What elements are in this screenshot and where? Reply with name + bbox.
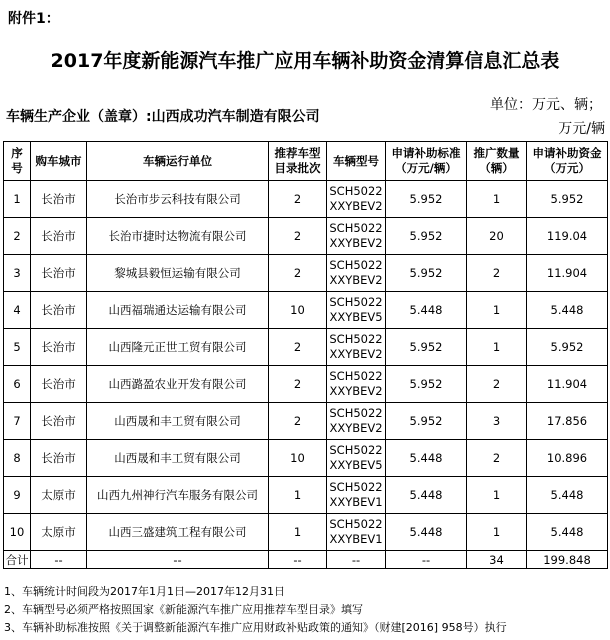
- cell-operator: 山西晟和丰工贸有限公司: [87, 403, 269, 440]
- table-row: [4, 477, 608, 514]
- cell-amount: 11.904: [527, 366, 608, 403]
- header-amount: 申请补助资金 （万元）: [527, 142, 608, 181]
- cell-batch: 1: [269, 514, 327, 551]
- total-cell-operator: --: [87, 551, 269, 569]
- table-row: [4, 181, 608, 218]
- cell-city: 长治市: [31, 218, 87, 255]
- cell-city: 太原市: [31, 514, 87, 551]
- cell-standard: 5.448: [386, 514, 467, 551]
- header-model: 车辆型号: [327, 142, 386, 181]
- attachment-label: 附件1：: [8, 11, 60, 27]
- cell-model: SCH5022 XXYBEV1: [327, 514, 386, 551]
- cell-model: SCH5022 XXYBEV2: [327, 255, 386, 292]
- note-item: 3、车辆补助标准按照《关于调整新能源汽车推广应用财政补贴政策的通知》（财建[2016] 958号）执行: [4, 621, 507, 634]
- cell-operator: 黎城县毅恒运输有限公司: [87, 255, 269, 292]
- table-row: [4, 329, 608, 366]
- table-total-row: [4, 551, 608, 569]
- cell-amount: 119.04: [527, 218, 608, 255]
- cell-model: SCH5022 XXYBEV2: [327, 181, 386, 218]
- cell-standard: 5.952: [386, 181, 467, 218]
- cell-batch: 2: [269, 329, 327, 366]
- company-line: 车辆生产企业（盖章）:山西成功汽车制造有限公司: [6, 109, 320, 125]
- cell-batch: 10: [269, 440, 327, 477]
- total-cell-standard: --: [386, 551, 467, 569]
- cell-quantity: 2: [467, 366, 527, 403]
- cell-seq: 3: [4, 255, 31, 292]
- table-row: [4, 292, 608, 329]
- cell-batch: 2: [269, 255, 327, 292]
- cell-seq: 2: [4, 218, 31, 255]
- cell-amount: 11.904: [527, 255, 608, 292]
- cell-quantity: 2: [467, 440, 527, 477]
- cell-standard: 5.952: [386, 255, 467, 292]
- header-city: 购车城市: [31, 142, 87, 181]
- cell-operator: 山西潞盈农业开发有限公司: [87, 366, 269, 403]
- table-header-row: [4, 142, 608, 181]
- unit-line-2: 万元/辆: [558, 121, 605, 137]
- cell-operator: 山西九州神行汽车服务有限公司: [87, 477, 269, 514]
- cell-model: SCH5022 XXYBEV2: [327, 366, 386, 403]
- cell-quantity: 2: [467, 255, 527, 292]
- cell-seq: 5: [4, 329, 31, 366]
- cell-operator: 长治市步云科技有限公司: [87, 181, 269, 218]
- cell-batch: 2: [269, 366, 327, 403]
- cell-model: SCH5022 XXYBEV2: [327, 403, 386, 440]
- cell-model: SCH5022 XXYBEV2: [327, 329, 386, 366]
- total-cell-city: --: [31, 551, 87, 569]
- cell-quantity: 1: [467, 477, 527, 514]
- header-operator: 车辆运行单位: [87, 142, 269, 181]
- cell-city: 太原市: [31, 477, 87, 514]
- cell-quantity: 1: [467, 514, 527, 551]
- header-seq: 序 号: [4, 142, 31, 181]
- total-cell-seq: 合计: [5, 552, 29, 567]
- cell-batch: 10: [269, 292, 327, 329]
- cell-standard: 5.952: [386, 218, 467, 255]
- subsidy-table: [3, 141, 608, 569]
- cell-seq: 4: [4, 292, 31, 329]
- cell-city: 长治市: [31, 329, 87, 366]
- cell-operator: 长治市捷时达物流有限公司: [87, 218, 269, 255]
- cell-city: 长治市: [31, 181, 87, 218]
- table-row: [4, 218, 608, 255]
- cell-standard: 5.448: [386, 440, 467, 477]
- cell-city: 长治市: [31, 292, 87, 329]
- cell-batch: 1: [269, 477, 327, 514]
- table-row: [4, 403, 608, 440]
- header-quantity: 推广数量 （辆）: [467, 142, 527, 181]
- total-cell-quantity: 34: [467, 551, 527, 569]
- table-row: [4, 440, 608, 477]
- cell-model: SCH5022 XXYBEV2: [327, 218, 386, 255]
- cell-model: SCH5022 XXYBEV5: [327, 292, 386, 329]
- cell-city: 长治市: [31, 255, 87, 292]
- cell-seq: 9: [4, 477, 31, 514]
- cell-seq: 1: [4, 181, 31, 218]
- total-cell-amount: 199.848: [527, 551, 608, 569]
- cell-operator: 山西隆元正世工贸有限公司: [87, 329, 269, 366]
- cell-standard: 5.952: [386, 329, 467, 366]
- cell-quantity: 1: [467, 181, 527, 218]
- cell-operator: 山西三盛建筑工程有限公司: [87, 514, 269, 551]
- cell-batch: 2: [269, 403, 327, 440]
- cell-amount: 10.896: [527, 440, 608, 477]
- header-standard: 申请补助标准 （万元/辆）: [386, 142, 467, 181]
- cell-city: 长治市: [31, 403, 87, 440]
- cell-amount: 5.952: [527, 181, 608, 218]
- cell-standard: 5.952: [386, 403, 467, 440]
- cell-standard: 5.448: [386, 477, 467, 514]
- cell-amount: 5.952: [527, 329, 608, 366]
- unit-line-1: 单位：万元、辆；: [490, 97, 602, 113]
- cell-seq: 6: [4, 366, 31, 403]
- cell-operator: 山西晟和丰工贸有限公司: [87, 440, 269, 477]
- cell-seq: 10: [4, 514, 31, 551]
- cell-seq: 8: [4, 440, 31, 477]
- cell-model: SCH5022 XXYBEV1: [327, 477, 386, 514]
- table-row: [4, 366, 608, 403]
- cell-city: 长治市: [31, 440, 87, 477]
- cell-quantity: 1: [467, 292, 527, 329]
- table-row: [4, 255, 608, 292]
- total-cell-model: --: [327, 551, 386, 569]
- table-row: [4, 514, 608, 551]
- cell-amount: 5.448: [527, 292, 608, 329]
- note-item: 1、车辆统计时间段为2017年1月1日—2017年12月31日: [4, 585, 285, 598]
- cell-amount: 5.448: [527, 477, 608, 514]
- document-title: 2017年度新能源汽车推广应用车辆补助资金清算信息汇总表: [50, 50, 560, 72]
- cell-quantity: 20: [467, 218, 527, 255]
- header-batch: 推荐车型 目录批次: [269, 142, 327, 181]
- cell-city: 长治市: [31, 366, 87, 403]
- cell-standard: 5.448: [386, 292, 467, 329]
- cell-amount: 5.448: [527, 514, 608, 551]
- note-item: 2、车辆型号必须严格按照国家《新能源汽车推广应用推荐车型目录》填写: [4, 603, 363, 616]
- cell-seq: 7: [4, 403, 31, 440]
- cell-amount: 17.856: [527, 403, 608, 440]
- total-cell-batch: --: [269, 551, 327, 569]
- notes: [4, 583, 507, 637]
- cell-model: SCH5022 XXYBEV5: [327, 440, 386, 477]
- cell-standard: 5.952: [386, 366, 467, 403]
- cell-operator: 山西福瑞通达运输有限公司: [87, 292, 269, 329]
- cell-quantity: 1: [467, 329, 527, 366]
- cell-quantity: 3: [467, 403, 527, 440]
- cell-batch: 2: [269, 218, 327, 255]
- cell-batch: 2: [269, 181, 327, 218]
